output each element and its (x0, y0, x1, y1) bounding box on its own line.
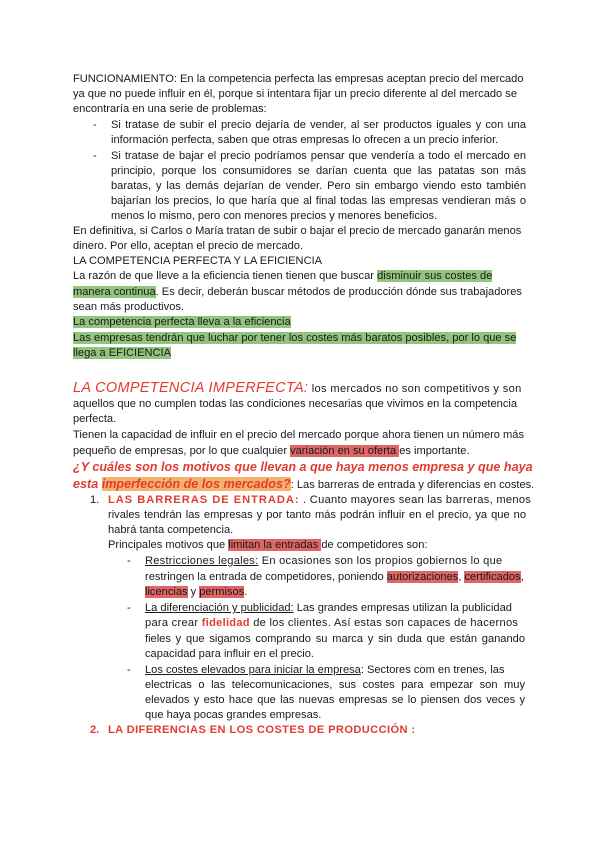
green-line-3: llega a EFICIENCIA (73, 347, 172, 359)
question-line-2: esta imperfección de los mercados?: Las barreras de entrada y diferencias en costes. (73, 477, 535, 491)
funcionamiento-line-1: FUNCIONAMIENTO: En la competencia perfecta las empresas aceptan precio del mercado (73, 73, 524, 85)
imperfecta-line-2: aquellos que no cumplen todas las condiciones necesarias que vivimos en la competencia (73, 398, 518, 410)
highlight-permisos: permisos (199, 586, 245, 598)
item-1-number: 1. (90, 494, 100, 506)
highlight-licencias: licencias (145, 586, 188, 598)
item-2-title: LA DIFERENCIAS EN LOS COSTES DE PRODUCCIÓN : (108, 724, 416, 736)
highlight-manera-continua: manera continua (73, 286, 156, 298)
highlight-variacion: variación en su oferta (290, 445, 400, 457)
eficiencia-line-1: La razón de que lleve a la eficiencia tienen tienen que buscar disminuir sus costes de (73, 270, 493, 282)
item-1-title: LAS BARRERAS DE ENTRADA: (108, 494, 300, 506)
sub-3-line-3: elevados y esto hace que las nuevas empresas se lo piensen dos veces y (145, 694, 525, 706)
bullet-dash: - (93, 119, 97, 131)
sub-2-line-4: capacidad para influir en el precio. (145, 648, 314, 660)
term-costes-elevados: Los costes elevados para iniciar la empresa (145, 664, 361, 676)
sub-2-line-3: fieles y que sigamos comprando su marca y sin duda que están ganando (145, 633, 525, 645)
term-diferenciacion: La diferenciación y publicidad: (145, 602, 294, 614)
bullet-2-line-5: menos lo mismo, pero con menores precios y menores beneficios. (111, 210, 438, 222)
imperfecta-title: LA COMPETENCIA IMPERFECTA: (73, 380, 309, 396)
green-line-2: Las empresas tendrán que luchar por tener los costes más baratos posibles, por lo que se (73, 332, 517, 344)
sub-1-line-2: restringen la entrada de competidores, poniendo autorizaciones, certificados, (145, 571, 524, 583)
imperfecta-line-1: LA COMPETENCIA IMPERFECTA: los mercados no son competitivos y son (73, 380, 522, 396)
sub-1-line-1: Restricciones legales: En ocasiones son los propios gobiernos lo que (145, 555, 503, 567)
bullet-dash: - (127, 664, 131, 676)
funcionamiento-line-2: ya que no puede influir en él, porque si intentara fijar un precio diferente al del mercado se (73, 88, 518, 100)
highlight-autorizaciones: autorizaciones (386, 571, 459, 583)
sub-3-line-4: que haya pocas grandes empresas. (145, 709, 322, 721)
bullet-1-line-2: información perfecta, saben que otras empresas lo ofrecen a un precio inferior. (111, 134, 499, 146)
highlight-certificados: certificados (464, 571, 521, 583)
definitiva-line-1: En definitiva, si Carlos o María tratan de subir o bajar el precio de mercado ganarán menos (73, 225, 522, 237)
highlight-disminuir: disminuir sus costes de (377, 270, 493, 282)
highlight-imperfeccion: imperfección de los mercados? (101, 477, 291, 491)
heading-eficiencia: LA COMPETENCIA PERFECTA Y LA EFICIENCIA (73, 255, 323, 267)
term-restricciones: Restricciones legales: (145, 555, 259, 567)
sub-1-line-3: licencias y permisos. (145, 586, 248, 598)
bullet-2-line-1: Si tratase de bajar el precio podríamos pensar que vendería a todo el mercado en (111, 150, 526, 162)
bullet-dash: - (127, 555, 131, 567)
sub-2-line-1: La diferenciación y publicidad: Las grandes empresas utilizan la publicidad (145, 602, 512, 614)
sub-3-line-1: Los costes elevados para iniciar la empresa: Sectores com en trenes, las (145, 664, 505, 676)
bullet-1-line-1: Si tratase de subir el precio dejaría de vender, al ser productos iguales y con una (111, 119, 526, 131)
bullet-dash: - (93, 150, 97, 162)
fidelidad-word: fidelidad (201, 617, 250, 629)
bullet-dash: - (127, 602, 131, 614)
green-line-1: La competencia perfecta lleva a la eficiencia (73, 316, 291, 328)
sub-2-line-2: para crear fidelidad de los clientes. Así estas son capaces de hacernos (145, 617, 519, 629)
item-2-number: 2. (90, 724, 100, 736)
definitiva-line-2: dinero. Por ello, aceptan el precio de mercado. (73, 240, 304, 252)
capacidad-line-1: Tienen la capacidad de influir en el precio del mercado porque ahora tienen un número más (73, 429, 525, 441)
bullet-2-line-3: baratas, y las demás dejarían de vender. Pero sin embargo viendo esto también (111, 180, 526, 192)
imperfecta-line-3: perfecta. (73, 413, 117, 425)
bullet-2-line-4: bajarían los precios, lo que haría que al final todas las empresas vendieran más o (111, 195, 526, 207)
funcionamiento-line-3: encontraría en una serie de problemas: (73, 103, 267, 115)
item-1-line-2: rivales tendrán las empresas y por tanto más podrán influir en el precio, ya que no (108, 509, 526, 521)
eficiencia-line-3: sean más productivos. (73, 301, 184, 313)
eficiencia-line-2: manera continua. Es decir, deberán buscar métodos de producción dónde sus trabajadores (73, 286, 522, 298)
item-1-line-1: LAS BARRERAS DE ENTRADA: . Cuanto mayores sean las barreras, menos (108, 494, 532, 506)
capacidad-line-2: pequeño de empresas, por lo que cualquier variación en su oferta es importante. (73, 445, 470, 457)
bullet-2-line-2: principio, porque los consumidores se darían cuenta que las patatas son más (111, 165, 526, 177)
item-1-line-3: habrá tanta competencia. (108, 524, 234, 536)
item-1-line-4: Principales motivos que limitan la entradas de competidores son: (108, 539, 428, 551)
highlight-limitan: limitan la entradas (228, 539, 322, 551)
sub-3-line-2: electricas o las telecomunicaciones, sus costes para empezar son muy (145, 679, 525, 691)
question-line-1: ¿Y cuáles son los motivos que llevan a que haya menos empresa y que haya (73, 460, 533, 474)
